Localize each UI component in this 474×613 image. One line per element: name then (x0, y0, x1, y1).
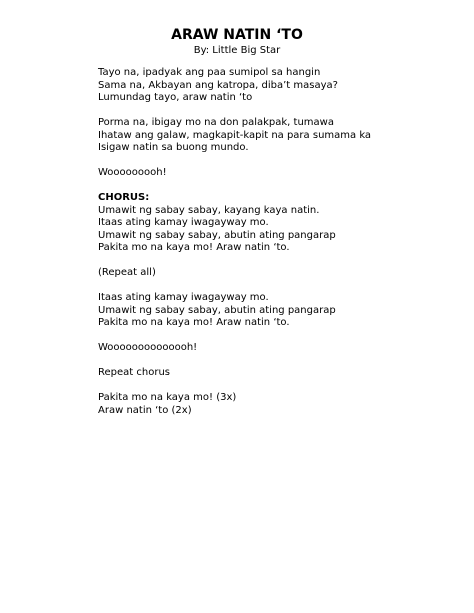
lyric-line: Isigaw natin sa buong mundo. (98, 142, 249, 153)
lyric-line: Umawit ng sabay sabay, abutin ating pangarap (98, 229, 336, 241)
stanza-repeat-chorus (98, 367, 458, 380)
lyric-line: Itaas ating kamay iwagayway mo. (98, 292, 269, 303)
stanza-verse-1 (98, 67, 458, 105)
stanza-outro (98, 392, 458, 417)
stanza-verse-2 (98, 117, 458, 155)
stanza-repeat-all (98, 267, 458, 280)
stanza-bridge (98, 292, 458, 330)
lyric-line: Umawit ng sabay sabay, abutin ating pangarap (98, 304, 336, 316)
stanza-chorus (98, 192, 458, 255)
lyric-line: Itaas ating kamay iwagayway mo. (98, 217, 269, 228)
lyric-line: Pakita mo na kaya mo! Araw natin ‘to. (98, 242, 290, 253)
lyric-line: Porma na, ibigay mo na don palakpak, tumawa (98, 117, 334, 128)
lyric-line: Pakita mo na kaya mo! Araw natin ‘to. (98, 317, 290, 328)
song-title: ARAW NATIN ‘TO (171, 27, 303, 43)
song-author: By: Little Big Star (193, 45, 281, 56)
lyric-line: Wooooooooh! (98, 167, 167, 178)
stanza-shout-2 (98, 342, 458, 355)
lyric-line: (Repeat all) (98, 267, 156, 278)
lyric-line: Lumundag tayo, araw natin ‘to (98, 92, 253, 103)
chorus-heading: CHORUS: (98, 192, 150, 203)
stanza-shout-1 (98, 167, 458, 180)
lyric-line: Woooooooooooooh! (98, 342, 198, 353)
lyric-line: Araw natin ‘to (2x) (98, 404, 192, 416)
lyric-line: Umawit ng sabay sabay, kayang kaya natin. (98, 204, 320, 216)
lyric-line: Repeat chorus (98, 367, 170, 378)
lyric-line: Pakita mo na kaya mo! (3x) (98, 392, 237, 403)
lyric-line: Ihataw ang galaw, magkapit-kapit na para sumama ka (98, 129, 372, 141)
lyrics-body (98, 67, 458, 417)
lyric-line: Tayo na, ipadyak ang paa sumipol sa hangin (98, 67, 321, 78)
lyric-line: Sama na, Akbayan ang katropa, diba’t masaya? (98, 79, 338, 91)
